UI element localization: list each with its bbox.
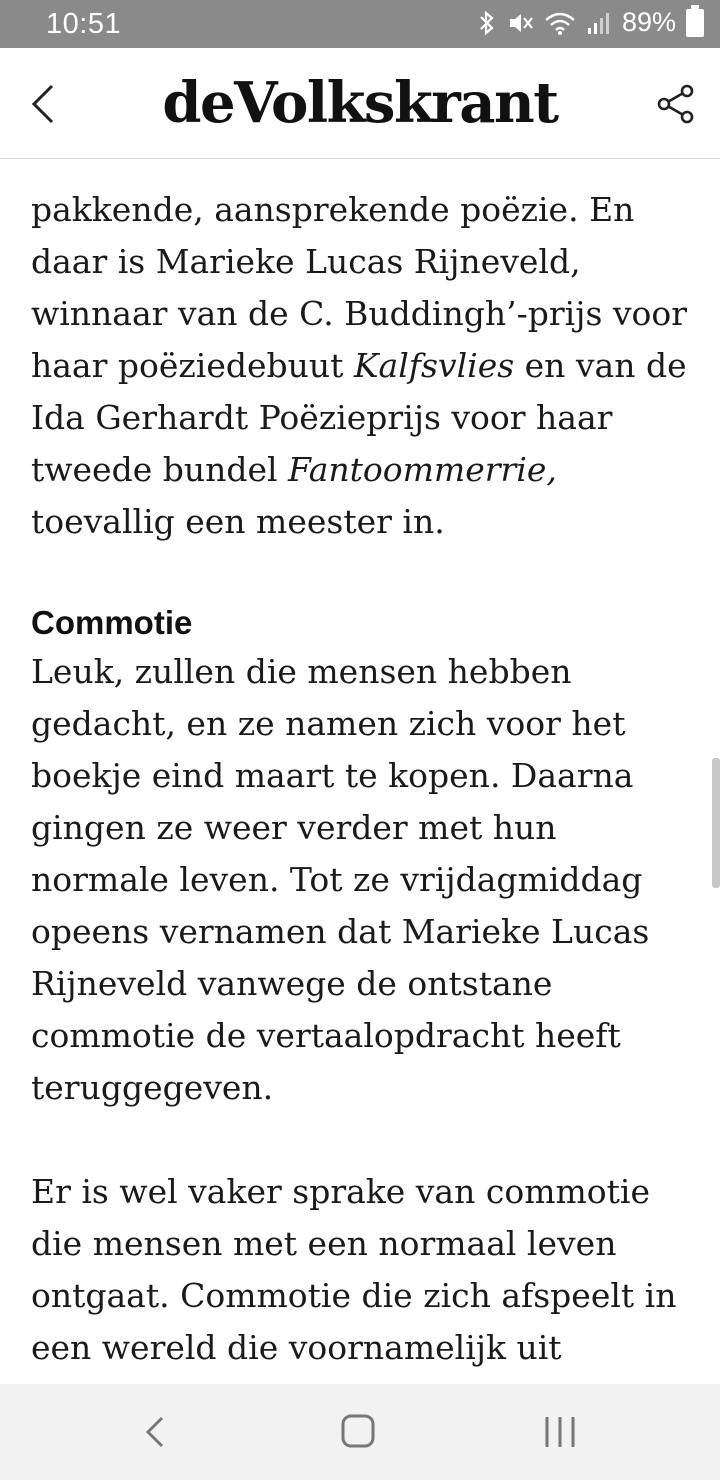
- navigation-bar: [0, 1384, 720, 1480]
- status-time: 10:51: [46, 8, 122, 40]
- wifi-icon: [544, 10, 576, 36]
- text-run: tweede bundel: [31, 450, 289, 489]
- paragraph-line: Er is wel vaker sprake van commotie: [31, 1172, 650, 1211]
- paragraph-line: Rijneveld vanwege de ontstane: [31, 964, 553, 1003]
- paragraph-line: teruggegeven.: [31, 1068, 274, 1107]
- book-title: Kalfsvlies: [353, 346, 515, 385]
- mute-icon: [506, 10, 534, 36]
- article-body: [31, 132, 701, 1478]
- status-icons: [478, 7, 704, 38]
- paragraph-line: winnaar van de C. Buddingh’-prijs voor: [31, 294, 688, 333]
- paragraph-line: die mensen met een normaal leven: [31, 1224, 617, 1263]
- share-icon: [654, 82, 698, 126]
- text-run: en van de: [514, 346, 687, 385]
- paragraph-line: toevallig een meester in.: [31, 502, 445, 541]
- paragraph-line: een wereld die voornamelijk uit: [31, 1328, 562, 1367]
- paragraph-line: gedacht, en ze namen zich voor het: [31, 704, 626, 743]
- app-header: [0, 48, 720, 159]
- paragraph-line: commotie de vertaalopdracht heeft: [31, 1016, 621, 1055]
- paragraph-line: boekje eind maart te kopen. Daarna: [31, 756, 634, 795]
- back-nav-icon: [132, 1412, 180, 1452]
- paragraph-line: [31, 444, 701, 496]
- paragraph-line: daar is Marieke Lucas Rijneveld,: [31, 242, 581, 281]
- nav-home-button[interactable]: [334, 1412, 382, 1452]
- paragraph-line: normale leven. Tot ze vrijdagmiddag: [31, 860, 643, 899]
- article-paragraph: [31, 646, 701, 1114]
- signal-icon: [586, 10, 612, 36]
- paragraph-line: ontgaat. Commotie die zich afspeelt in: [31, 1276, 677, 1315]
- home-nav-icon: [334, 1412, 382, 1452]
- status-bar: [0, 0, 720, 48]
- battery-percentage: 89%: [621, 7, 676, 37]
- section-heading: Commotie: [31, 604, 193, 641]
- paragraph-line: pakkende, aansprekende poëzie. En: [31, 190, 635, 229]
- share-button[interactable]: [654, 82, 698, 126]
- recents-nav-icon: [536, 1412, 584, 1452]
- bluetooth-icon: [478, 10, 496, 36]
- article-content: [0, 158, 720, 1384]
- paragraph-line: opeens vernamen dat Marieke Lucas: [31, 912, 650, 951]
- paragraph-line: gingen ze weer verder met hun: [31, 808, 557, 847]
- scrollbar-thumb[interactable]: [712, 758, 720, 888]
- book-title: Fantoommerrie,: [288, 450, 557, 489]
- article-paragraph: [31, 132, 701, 548]
- nav-back-button[interactable]: [132, 1412, 180, 1452]
- paragraph-line: Leuk, zullen die mensen hebben: [31, 652, 572, 691]
- paragraph-line: Ida Gerhardt Poëzieprijs voor haar: [31, 398, 613, 437]
- nav-recents-button[interactable]: [536, 1412, 584, 1452]
- paragraph-line: [31, 340, 701, 392]
- brand-logo: deVolkskrant: [162, 70, 558, 136]
- text-run: haar poëziedebuut: [31, 346, 354, 385]
- battery-icon: [686, 9, 704, 37]
